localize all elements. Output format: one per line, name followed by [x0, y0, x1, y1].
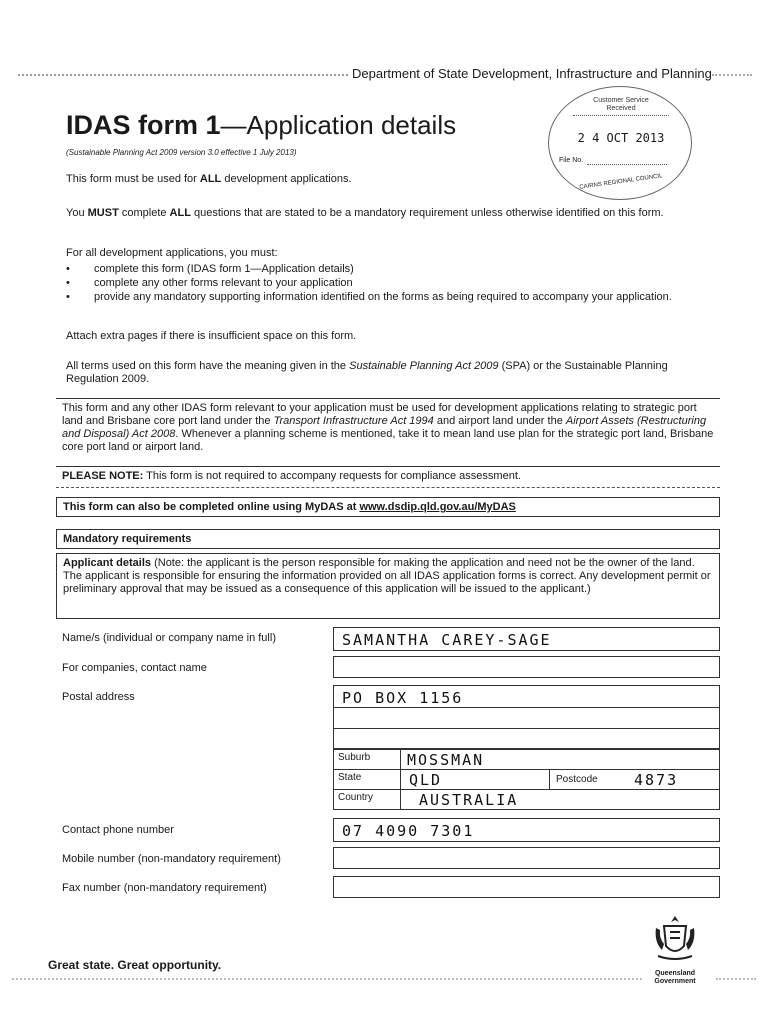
government-name [650, 970, 700, 986]
form-subtitle: (Sustainable Planning Act 2009 version 3.0 effective 1 July 2013) [66, 148, 297, 157]
department-name: Department of State Development, Infrastructure and Planning [352, 66, 712, 81]
port-land-notice [56, 398, 720, 458]
postal-address-label: Postal address [62, 691, 135, 703]
intro-paragraph-5 [66, 360, 711, 386]
please-note [56, 466, 720, 488]
text-span: development applications. [221, 173, 352, 185]
footer-tagline: Great state. Great opportunity. [48, 958, 222, 972]
suburb-label: Suburb [333, 749, 401, 770]
text-span: (Note: the applicant is the person responsible for making the application and need not be the owner of the land. The applicant is responsible for ensuring the information provided on all IDAS application forms is correct. Any development permit or preliminary approval that may be issued as a consequence of this application will be issued to the applicant.) [63, 557, 711, 595]
country-value: AUSTRALIA [419, 791, 519, 809]
text-span: complete [118, 207, 170, 219]
mandatory-heading: Mandatory requirements [56, 529, 720, 549]
queensland-coat-of-arms-icon [650, 912, 700, 968]
list-item: • complete any other forms relevant to your application [66, 277, 711, 290]
fax-field[interactable] [333, 876, 720, 898]
text-span: This form and any other IDAS form relevant to your application must be used for development applications relating to strategic port land and Brisbane core port land under the [62, 402, 697, 427]
field-divider [334, 728, 719, 729]
country-field[interactable] [400, 789, 720, 810]
header-rule-right [712, 74, 752, 76]
postcode-field[interactable] [549, 769, 720, 790]
stamp-file-no-line [587, 164, 667, 165]
field-divider [334, 707, 719, 708]
mobile-label: Mobile number (non-mandatory requirement) [62, 853, 281, 865]
text-span: and airport land under the [433, 415, 566, 427]
phone-field[interactable] [333, 818, 720, 842]
text-emphasis: ALL [199, 173, 222, 185]
requirements-list [66, 263, 711, 305]
online-notice [56, 497, 720, 517]
government-name-line: Queensland [654, 970, 696, 977]
footer-rule-left [12, 978, 642, 980]
state-label: State [333, 769, 401, 790]
form-title [66, 110, 456, 141]
text-span: All terms used on this form have the meaning given in the [66, 360, 350, 372]
list-item: • complete this form (IDAS form 1—Application details) [66, 263, 711, 276]
intro-paragraph-3: For all development applications, you must: [66, 247, 278, 259]
stamp-date: 2 4 OCT 2013 [577, 131, 665, 145]
stamp-bottom-text: CAIRNS REGIONAL COUNCIL [579, 173, 663, 191]
intro-paragraph-1 [66, 173, 711, 186]
text-span: This form must be used for [66, 173, 200, 185]
text-emphasis: MUST [87, 207, 119, 219]
form-title-bold: IDAS form 1 [66, 110, 221, 140]
applicant-details-note [56, 553, 720, 619]
stamp-file-no-label: File No. [559, 157, 584, 164]
names-label: Name/s (individual or company name in full) [62, 632, 276, 644]
intro-paragraph-2 [66, 207, 711, 220]
names-field[interactable] [333, 627, 720, 651]
intro-paragraph-4: Attach extra pages if there is insufficient space on this form. [66, 330, 357, 342]
government-name-line: Government [654, 978, 696, 985]
stamp-rule [573, 115, 669, 116]
text-italic: Airport Assets (Restructuring and Disposal) Act 2008 [62, 415, 707, 440]
postcode-label: Postcode [556, 774, 598, 785]
country-label: Country [333, 789, 401, 810]
contact-name-label: For companies, contact name [62, 662, 207, 674]
text-span: This form is not required to accompany requests for compliance assessment. [143, 470, 521, 482]
text-emphasis: PLEASE NOTE: [62, 470, 144, 482]
phone-value: 07 4090 7301 [342, 822, 475, 840]
mobile-field[interactable] [333, 847, 720, 869]
phone-label: Contact phone number [62, 824, 174, 836]
text-span: You [66, 207, 88, 219]
footer-rule-right [716, 978, 756, 980]
text-span: questions that are stated to be a mandatory requirement unless otherwise identified on this form. [190, 207, 664, 219]
stamp-top-text: Customer Service Received [593, 97, 649, 112]
form-title-rest: —Application details [220, 110, 457, 140]
text-italic: Sustainable Planning Act 2009 [349, 360, 499, 372]
header-rule-left [18, 74, 348, 76]
text-emphasis: Applicant details [63, 557, 152, 569]
text-emphasis: ALL [169, 207, 191, 219]
fax-label: Fax number (non-mandatory requirement) [62, 882, 267, 894]
state-field[interactable] [400, 769, 550, 790]
suburb-value: MOSSMAN [407, 751, 485, 769]
postcode-value: 4873 [634, 771, 679, 789]
names-value: SAMANTHA CAREY-SAGE [342, 631, 552, 649]
text-italic: Transport Infrastructure Act 1994 [273, 415, 434, 427]
text-span: (SPA) or the Sustainable Planning Regulation 2009. [66, 360, 668, 385]
contact-name-field[interactable] [333, 656, 720, 678]
state-value: QLD [409, 771, 443, 789]
text-span: This form can also be completed online using MyDAS at [63, 501, 360, 513]
suburb-field[interactable] [400, 749, 720, 770]
postal-address-value: PO BOX 1156 [342, 689, 464, 707]
postal-address-field[interactable] [333, 685, 720, 749]
list-item: • provide any mandatory supporting information identified on the forms as being required to accompany your application. [66, 291, 711, 304]
mydas-link[interactable]: www.dsdip.qld.gov.au/MyDAS [359, 501, 516, 513]
text-span: . Whenever a planning scheme is mentioned, take it to mean land use plan for the strategic port land, Brisbane core port land or airport land. [62, 428, 714, 453]
